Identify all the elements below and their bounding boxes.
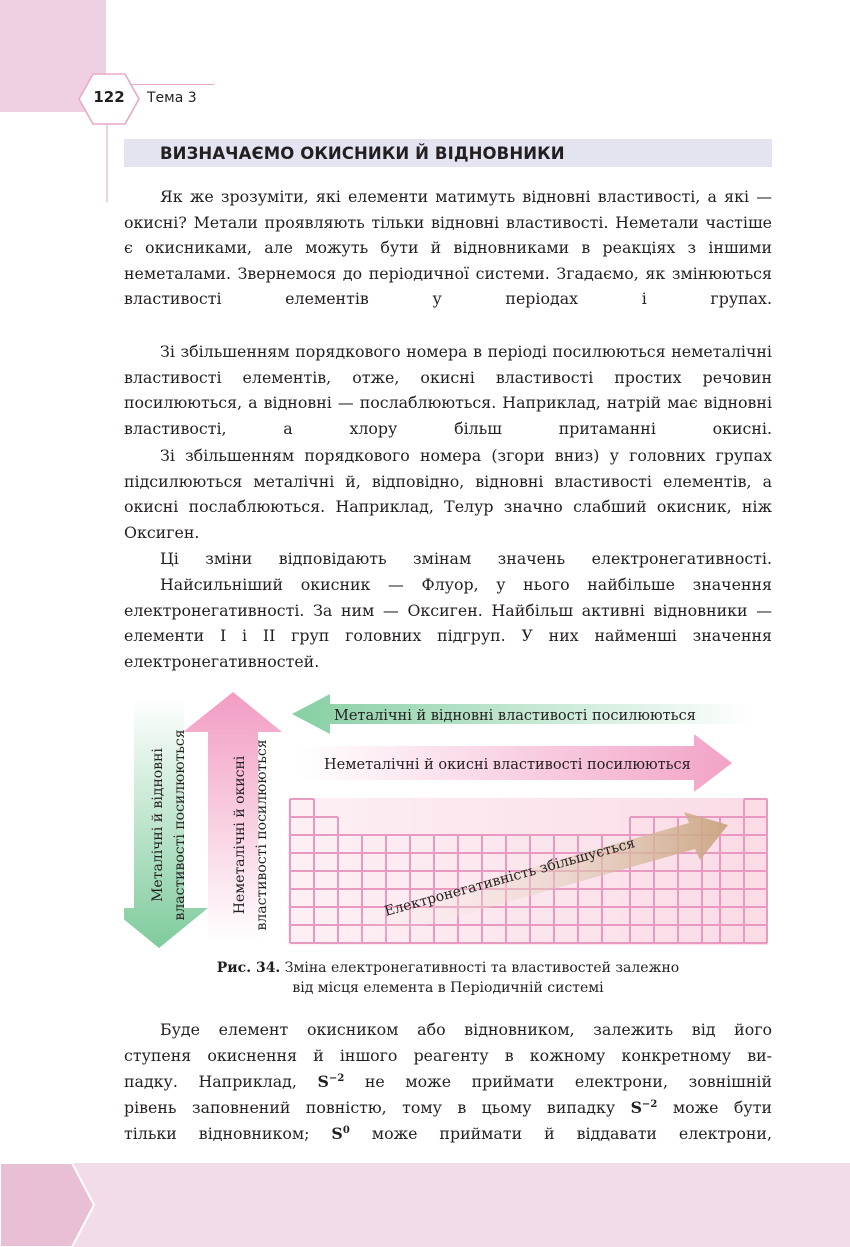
page-number: 122	[93, 88, 125, 106]
arrow-left-label: Металічні й відновні властивості посилюються	[334, 708, 696, 724]
footer-hexagon-icon	[0, 1163, 96, 1247]
bottom-line-2: ступеня окиснення й іншого реагенту в кожному конкретному ви-	[124, 1046, 772, 1065]
arrow-up-label-line1: Неметалічні й окисні	[232, 755, 248, 915]
figure-caption	[124, 958, 772, 998]
bottom-line-5a: тільки відновником;	[124, 1124, 310, 1143]
paragraph-2: Зі збільшенням порядкового номера в періоді посилюються неметалічні властивості елементів, отже, окисні властивості простих речовин посилюються, а відновні — послаблюються. Наприклад, натрій має відновні властивості, а хлору більш притаманні окисні.	[124, 342, 772, 438]
topic-label: Тема 3	[147, 90, 197, 106]
arrow-up-label-line2: властивості посилюються	[254, 739, 270, 931]
arrow-down-label-line2: властивості посилюються	[172, 729, 188, 921]
paragraph-5: Найсильніший окисник — Флуор, у нього найбільше значення електронегативності. За ним — Оксиген. Найбільш активні відновники — елементи I і II груп головних підгруп. У них найменші значення електронегативностей.	[124, 575, 772, 671]
paragraph-4: Ці зміни відповідають змінам значень електронегативності.	[160, 549, 772, 568]
section-title: ВИЗНАЧАЄМО ОКИСНИКИ Й ВІДНОВНИКИ	[160, 144, 565, 163]
caption-label: Рис. 34.	[216, 960, 281, 976]
bottom-line-5	[124, 1121, 772, 1147]
arrow-diagonal-label: Електронегативність збільшується	[382, 835, 637, 920]
arrow-right-label: Неметалічні й окисні властивості посилюються	[324, 757, 691, 773]
bottom-line-1: Буде елемент окисником або відновником, залежить від його	[160, 1020, 772, 1039]
bottom-line-4b: може бути	[672, 1098, 772, 1117]
arrow-down-label-line1: Металічні й відновні	[150, 748, 166, 902]
bottom-line-5b: може приймати й віддавати електрони,	[371, 1124, 772, 1143]
bottom-line-3b: не може приймати електрони, зовнішній	[364, 1072, 772, 1091]
bottom-line-3	[124, 1069, 772, 1095]
paragraph-1: Як же зрозуміти, які елементи матимуть відновні властивості, а які — окисні? Метали проявляють тільки відновні властивості. Неметали частіше є окисниками, але можуть бути й відновниками в реакціях з іншими неметалами. Звернемося до періодичної системи. Згадаємо, як змінюються властивості елементів у періодах і групах.	[124, 187, 772, 308]
bottom-line-4a: рівень заповнений повністю, тому в цьому випадку	[124, 1098, 616, 1117]
arrow-down-metallic	[124, 698, 208, 948]
footer-band	[0, 1163, 850, 1247]
caption-line1: Зміна електронегативності та властивостей залежно	[284, 960, 680, 976]
bottom-line-3a: падку. Наприклад,	[124, 1072, 297, 1091]
bottom-line-4	[124, 1095, 772, 1121]
caption-line2: від місця елемента в Періодичній системі	[292, 980, 604, 996]
paragraph-3: Зі збільшенням порядкового номера (згори вниз) у головних групах підсилюються металічні й, відповідно, відновні властивості елементів, а окисні послаблюються. Наприклад, Телур значно слабший окисник, ніж Оксиген.	[124, 446, 772, 542]
sulfur-symbol-3: $S^0$	[331, 1124, 350, 1143]
electronegativity-figure	[124, 690, 772, 950]
sulfur-symbol-2: $S^{-2}$	[630, 1098, 658, 1117]
sulfur-symbol-1: $S^{-2}$	[317, 1072, 345, 1091]
